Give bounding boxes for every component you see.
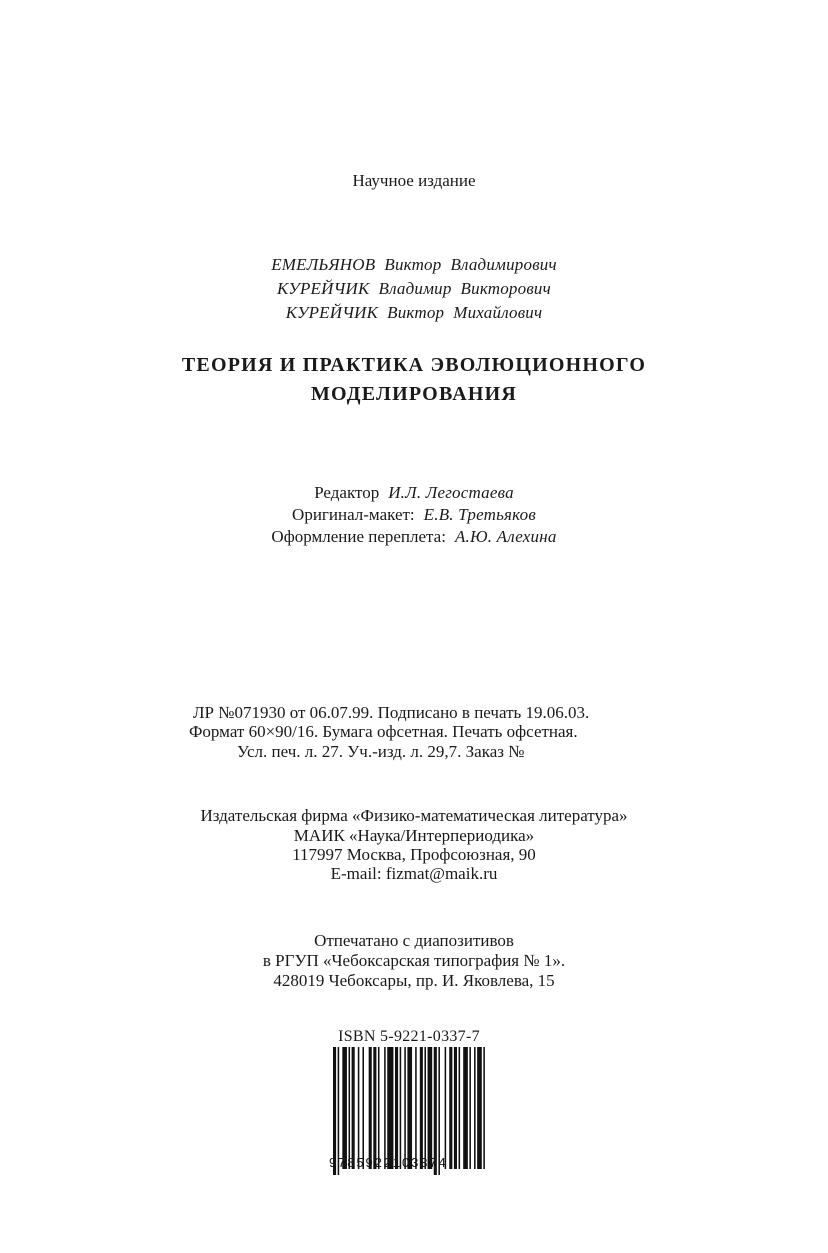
printer-line: Отпечатано с диапозитивов — [314, 931, 514, 950]
barcode-bar — [384, 1047, 386, 1169]
credit-line — [0, 483, 828, 503]
barcode-bar — [445, 1047, 447, 1169]
publisher-email: E-mail: fizmat@maik.ru — [330, 864, 498, 883]
edition-type: Научное издание — [352, 171, 476, 190]
credit-line — [0, 527, 828, 547]
publisher-line: Издательская фирма «Физико-математическая литература» — [200, 806, 628, 825]
printer-line: в РГУП «Чебоксарская типография № 1». — [262, 951, 566, 970]
credit-role: Оригинал-макет: — [292, 505, 415, 524]
publication-info-line: Формат 60×90/16. Бумага офсетная. Печать офсетная. — [189, 722, 578, 741]
barcode-bar — [373, 1047, 376, 1169]
printer-address: 428019 Чебоксары, пр. И. Яковлева, 15 — [273, 971, 555, 990]
barcode-bar — [454, 1047, 457, 1169]
barcode-bar — [404, 1047, 406, 1169]
author-line — [0, 303, 828, 323]
barcode-bar — [474, 1047, 476, 1169]
barcode-bar — [415, 1047, 417, 1169]
barcode-bar — [358, 1047, 360, 1169]
author-patronymic: Викторович — [460, 279, 551, 298]
author-name: Виктор — [387, 303, 445, 322]
barcode-bar — [400, 1047, 402, 1169]
barcode-bar — [349, 1047, 351, 1169]
credit-person: Е.В. Третьяков — [423, 505, 536, 524]
publication-info-line: ЛР №071930 от 06.07.99. Подписано в печать 19.06.03. — [193, 703, 590, 722]
barcode-bar — [428, 1047, 433, 1169]
barcode-bar — [420, 1047, 423, 1169]
publisher-line: 117997 Москва, Профсоюзная, 90 — [292, 845, 536, 864]
author-surname: КУРЕЙЧИК — [285, 303, 379, 322]
publisher-line: МАИК «Наука/Интерпериодика» — [293, 826, 535, 845]
barcode-bar — [352, 1047, 355, 1169]
author-line — [0, 279, 828, 299]
barcode-bar — [449, 1047, 452, 1169]
credit-line — [0, 505, 828, 525]
barcode-bar — [387, 1047, 393, 1169]
credit-person: И.Л. Легостаева — [388, 483, 514, 502]
author-patronymic: Михайлович — [453, 303, 543, 322]
credit-role: Редактор — [314, 483, 380, 502]
credit-person: А.Ю. Алехина — [454, 527, 557, 546]
author-name: Владимир — [378, 279, 452, 298]
credit-role: Оформление переплета: — [271, 527, 446, 546]
barcode-digits: 9785922103374 — [329, 1155, 448, 1170]
barcode-bar — [342, 1047, 347, 1169]
barcode-bar — [407, 1047, 412, 1169]
barcode-bar — [395, 1047, 398, 1169]
author-line — [0, 255, 828, 275]
publication-info-line: Усл. печ. л. 27. Уч.-изд. л. 29,7. Заказ № — [237, 742, 525, 761]
book-title-line1: ТЕОРИЯ И ПРАКТИКА ЭВОЛЮЦИОННОГО — [181, 354, 647, 376]
barcode-bar — [477, 1047, 482, 1169]
author-surname: КУРЕЙЧИК — [277, 279, 370, 298]
author-surname: ЕМЕЛЬЯНОВ — [271, 255, 376, 274]
barcode-bar — [362, 1047, 364, 1169]
barcode-bar — [463, 1047, 468, 1169]
barcode-bar — [483, 1047, 485, 1169]
author-name: Виктор — [384, 255, 442, 274]
barcode-bar — [459, 1047, 461, 1169]
isbn-text: ISBN 5-9221-0337-7 — [338, 1028, 480, 1045]
author-patronymic: Владимирович — [450, 255, 557, 274]
barcode-bar — [469, 1047, 471, 1169]
barcode-bar — [424, 1047, 426, 1169]
barcode-bar — [378, 1047, 380, 1169]
book-title-line2: МОДЕЛИРОВАНИЯ — [310, 383, 518, 405]
barcode-bar — [369, 1047, 372, 1169]
